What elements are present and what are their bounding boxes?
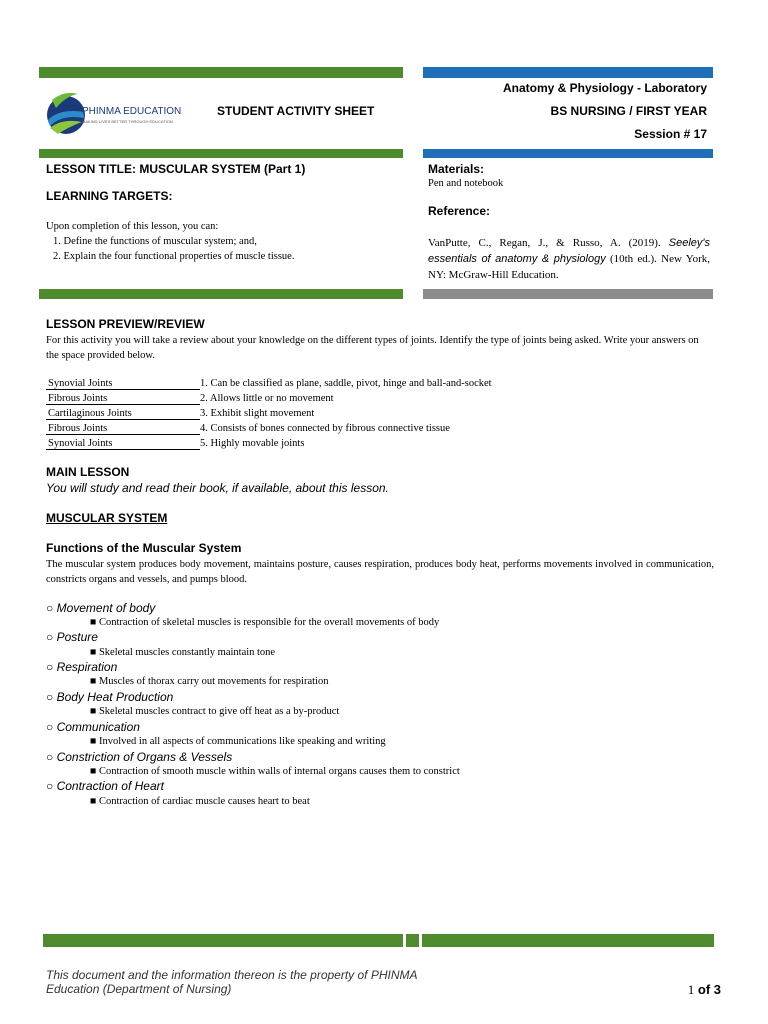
joint-answer: Fibrous Joints <box>46 423 200 435</box>
reference-book-title: Seeley's essentials of anatomy & physiology <box>428 237 710 265</box>
joint-answer: Fibrous Joints <box>46 393 200 405</box>
joint-answer: Synovial Joints <box>46 438 200 450</box>
joint-item <box>46 408 314 423</box>
function-item: ○ Constriction of Organs & Vessels <box>46 750 233 764</box>
joint-answer: Synovial Joints <box>46 378 200 390</box>
preview-instructions: For this activity you will take a review about your knowledge on the different types of joints. Identify the type of joints being asked. Write your answers on the space provided below. <box>46 335 699 361</box>
header-divider-green <box>39 149 403 158</box>
preview-heading: LESSON PREVIEW/REVIEW <box>46 317 205 331</box>
function-item: ○ Body Heat Production <box>46 690 174 704</box>
function-desc: ■ Contraction of skeletal muscles is responsible for the overall movements of body <box>90 617 440 628</box>
section-divider-green <box>39 289 403 299</box>
footer-bar-left <box>43 934 403 947</box>
logo-emblem-icon <box>46 86 86 144</box>
materials-heading: Materials: <box>428 162 485 176</box>
top-left-green-bar <box>39 67 403 78</box>
reference-heading: Reference: <box>428 204 491 218</box>
function-desc: ■ Skeletal muscles contract to give off heat as a by-product <box>90 706 340 717</box>
page-current: 1 <box>687 982 695 997</box>
function-item: ○ Posture <box>46 630 98 644</box>
footer-notice: This document and the information thereon is the property of PHINMA Education (Department of Nursing) <box>46 968 418 996</box>
joint-question: 4. Consists of bones connected by fibrous connective tissue <box>200 423 450 434</box>
function-desc: ■ Muscles of thorax carry out movements for respiration <box>90 676 329 687</box>
page-number <box>688 982 721 998</box>
joint-question: 1. Can be classified as plane, saddle, pivot, hinge and ball-and-socket <box>200 378 492 389</box>
phinma-logo <box>46 86 206 146</box>
page-total: of 3 <box>694 982 721 997</box>
materials-text: Pen and notebook <box>428 178 504 189</box>
function-desc: ■ Contraction of cardiac muscle causes heart to beat <box>90 796 310 807</box>
joint-item <box>46 438 304 453</box>
logo-tagline: MAKING LIVES BETTER THROUGH EDUCATION <box>82 119 173 124</box>
top-right-blue-bar <box>423 67 713 78</box>
course-name: Anatomy & Physiology - Laboratory <box>502 81 707 95</box>
function-desc: ■ Skeletal muscles constantly maintain tone <box>90 647 276 658</box>
joint-answer: Cartilaginous Joints <box>46 408 200 420</box>
footer-bar-mid <box>406 934 419 947</box>
muscular-system-heading: MUSCULAR SYSTEM <box>46 511 168 525</box>
joint-item <box>46 423 450 438</box>
logo-text: PHINMA EDUCATION <box>82 106 182 117</box>
sheet-title: STUDENT ACTIVITY SHEET <box>217 104 375 118</box>
function-item: ○ Movement of body <box>46 601 156 615</box>
targets-intro: Upon completion of this lesson, you can: <box>46 221 219 232</box>
joint-question: 2. Allows little or no movement <box>200 393 334 404</box>
target-item-2: 2. Explain the four functional properties of muscle tissue. <box>53 251 295 262</box>
reference-citation <box>428 235 710 283</box>
footer-bar-right <box>422 934 714 947</box>
function-desc: ■ Contraction of smooth muscle within walls of internal organs causes them to constrict <box>90 766 460 777</box>
joint-question: 3. Exhibit slight movement <box>200 408 315 419</box>
main-lesson-heading: MAIN LESSON <box>46 465 130 479</box>
lesson-title: LESSON TITLE: MUSCULAR SYSTEM (Part 1) <box>46 162 306 176</box>
header-divider-blue <box>423 149 713 158</box>
function-desc: ■ Involved in all aspects of communications like speaking and writing <box>90 736 386 747</box>
functions-intro: The muscular system produces body movement, maintains posture, causes respiration, produces body heat, performs movements involved in communication, constricts organs and vessels, and pumps blood. <box>46 559 714 585</box>
joint-question: 5. Highly movable joints <box>200 438 305 449</box>
function-item: ○ Respiration <box>46 660 118 674</box>
main-lesson-note: You will study and read their book, if available, about this lesson. <box>46 481 389 495</box>
reference-authors: VanPutte, C., Regan, J., & Russo, A. (2019). <box>428 237 669 249</box>
function-item: ○ Communication <box>46 720 140 734</box>
joint-item <box>46 378 492 393</box>
joint-item <box>46 393 334 408</box>
reference-publisher: (10th ed.). New York, NY: McGraw-Hill Education. <box>428 253 710 281</box>
functions-heading: Functions of the Muscular System <box>46 541 242 555</box>
section-divider-gray <box>423 289 713 299</box>
session-number: Session # 17 <box>634 127 707 141</box>
function-item: ○ Contraction of Heart <box>46 779 164 793</box>
program-name: BS NURSING / FIRST YEAR <box>550 104 707 118</box>
target-item-1: 1. Define the functions of muscular system; and, <box>53 236 257 247</box>
learning-targets-heading: LEARNING TARGETS: <box>46 189 173 203</box>
